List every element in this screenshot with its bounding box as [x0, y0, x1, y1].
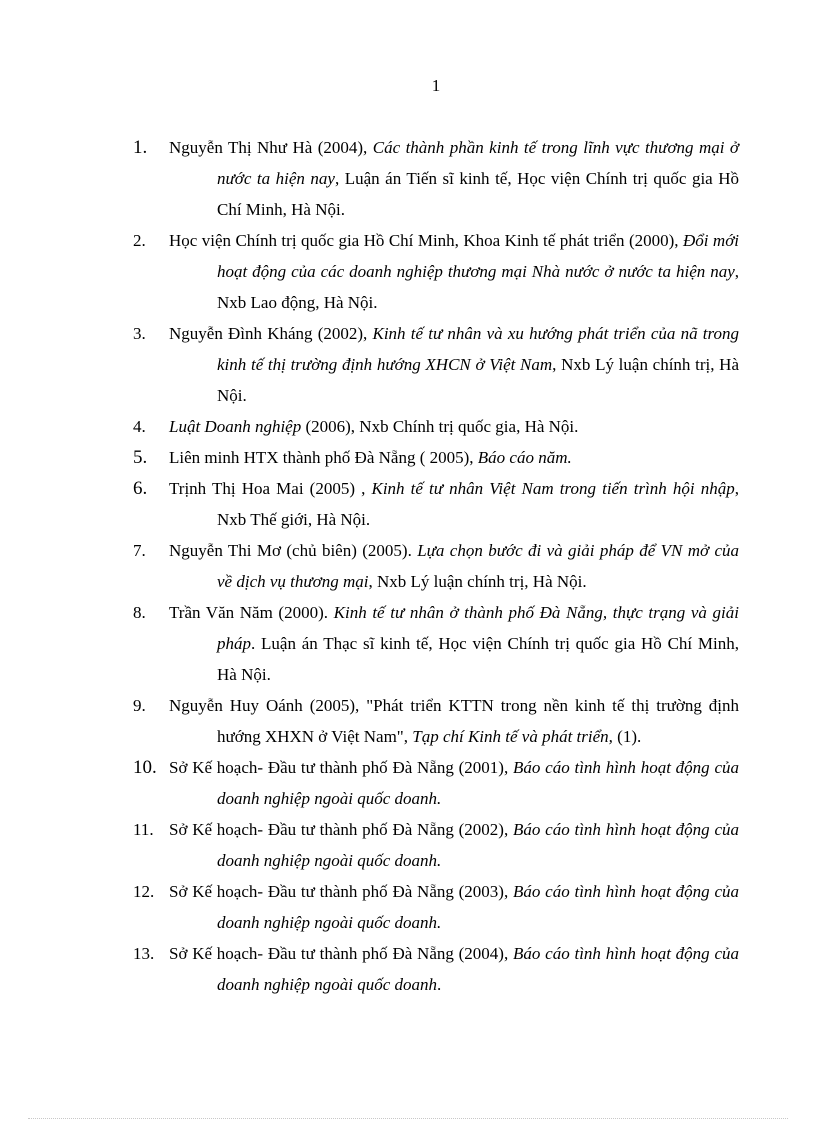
- reference-item: [133, 411, 739, 442]
- reference-text: [169, 138, 739, 219]
- reference-title-italic: Tạp chí Kinh tế và phát triển,: [412, 727, 613, 746]
- reference-item: [133, 876, 739, 938]
- reference-title-italic: Các thành phần kinh tế trong lĩnh vực thương mại ở nước ta hiện nay: [217, 138, 739, 188]
- reference-text-segment: (1).: [612, 727, 642, 746]
- reference-text-segment: Sở Kế hoạch- Đầu tư thành phố Đà Nẵng (2004),: [169, 944, 513, 963]
- reference-title-italic: Báo cáo tình hình hoạt động của doanh nghiệp ngoài quốc doanh.: [217, 820, 740, 870]
- reference-text-segment: Nguyễn Thị Như Hà (2004),: [169, 138, 373, 157]
- reference-item: [133, 690, 739, 752]
- reference-text-segment: Trịnh Thị Hoa Mai (2005) ,: [169, 479, 372, 498]
- reference-text-segment: Sở Kế hoạch- Đầu tư thành phố Đà Nẵng (2001),: [169, 758, 513, 777]
- reference-text-segment: Học viện Chính trị quốc gia Hồ Chí Minh, Khoa Kinh tế phát triển (2000),: [169, 231, 683, 250]
- reference-number: 12.: [133, 882, 155, 901]
- reference-title-italic: Báo cáo tình hình hoạt động của doanh nghiệp ngoài quốc doanh: [217, 944, 740, 994]
- reference-title-italic: Luật Doanh nghiệp: [169, 417, 302, 436]
- reference-title-italic: Đổi mới hoạt động của các doanh nghiệp thương mại Nhà nước ở nước ta hiện nay: [217, 231, 739, 281]
- reference-text: [169, 820, 739, 870]
- reference-text-segment: Nguyễn Thi Mơ (chủ biên) (2005).: [169, 541, 418, 560]
- reference-text: [169, 882, 739, 932]
- reference-title-italic: Báo cáo năm.: [477, 448, 572, 467]
- reference-text: [169, 448, 572, 467]
- reference-title-italic: Báo cáo tình hình hoạt động của doanh nghiệp ngoài quốc doanh.: [217, 882, 740, 932]
- reference-list: [133, 132, 739, 1000]
- reference-text-segment: Liên minh HTX thành phố Đà Nẵng ( 2005),: [169, 448, 478, 467]
- reference-text-segment: Nguyễn Huy Oánh (2005), "Phát triển KTTN trong nền kinh tế thị trường định hướng XHXN ở Việt Nam",: [169, 696, 739, 746]
- page-number: 1: [431, 76, 441, 95]
- reference-title-italic: Báo cáo tình hình hoạt động của doanh nghiệp ngoài quốc doanh.: [217, 758, 740, 808]
- reference-number: 10.: [133, 757, 157, 778]
- reference-item: [133, 814, 739, 876]
- reference-text-segment: , Nxb Thế giới, Hà Nội.: [217, 479, 739, 529]
- reference-item: [133, 938, 739, 1000]
- reference-number: 3.: [133, 324, 146, 343]
- reference-number: 4.: [133, 417, 146, 436]
- reference-text-segment: Sở Kế hoạch- Đầu tư thành phố Đà Nẵng (2002),: [169, 820, 513, 839]
- reference-text-segment: Sở Kế hoạch- Đầu tư thành phố Đà Nẵng (2003),: [169, 882, 513, 901]
- reference-number: 13.: [133, 944, 155, 963]
- reference-text: [169, 541, 739, 591]
- reference-text: [169, 944, 739, 994]
- reference-number: 11.: [133, 820, 154, 839]
- reference-item: [133, 752, 739, 814]
- reference-text: [169, 758, 739, 808]
- reference-text: [169, 417, 578, 436]
- reference-text-segment: , Nxb Lý luận chính trị, Hà Nội.: [368, 572, 587, 591]
- reference-title-italic: Lựa chọn bước đi và giải pháp để VN mở của về dịch vụ thương mại: [217, 541, 740, 591]
- reference-number: 6.: [133, 478, 148, 499]
- reference-text: [169, 603, 739, 684]
- reference-number: 8.: [133, 603, 146, 622]
- reference-text-segment: , Nxb Lý luận chính trị, Hà Nội.: [217, 355, 739, 405]
- reference-text-segment: (2006), Nxb Chính trị quốc gia, Hà Nội.: [301, 417, 579, 436]
- reference-item: [133, 473, 739, 535]
- reference-item: [133, 225, 739, 318]
- reference-item: [133, 132, 739, 225]
- reference-text-segment: , Luận án Tiến sĩ kinh tế, Học viện Chính trị quốc gia Hồ Chí Minh, Hà Nội.: [217, 169, 740, 219]
- reference-number: 9.: [133, 696, 146, 715]
- reference-text: [169, 479, 739, 529]
- reference-number: 5.: [133, 447, 148, 468]
- reference-title-italic: Kinh tế tư nhân ở thành phố Đà Nẵng, thực trạng và giải pháp: [217, 603, 739, 653]
- reference-text-segment: . Luận án Thạc sĩ kinh tế, Học viện Chính trị quốc gia Hồ Chí Minh, Hà Nội.: [217, 634, 739, 684]
- reference-text-segment: , Nxb Lao động, Hà Nội.: [217, 262, 739, 312]
- reference-item: [133, 535, 739, 597]
- reference-text-segment: Trần Văn Năm (2000).: [169, 603, 334, 622]
- reference-text-segment: Nguyễn Đình Kháng (2002),: [169, 324, 373, 343]
- reference-title-italic: Kinh tế tư nhân và xu hướng phát triển của nã trong kinh tế thị trường định hướng XHCN ở Việt Nam: [217, 324, 739, 374]
- reference-item: [133, 442, 739, 473]
- reference-number: 1.: [133, 137, 148, 158]
- reference-number: 7.: [133, 541, 146, 560]
- reference-number: 2.: [133, 231, 146, 250]
- reference-item: [133, 597, 739, 690]
- reference-title-italic: Kinh tế tư nhân Việt Nam trong tiến trình hội nhập: [371, 479, 735, 498]
- reference-item: [133, 318, 739, 411]
- reference-text-segment: .: [437, 975, 442, 994]
- reference-text: [169, 324, 739, 405]
- reference-text: [169, 231, 739, 312]
- page-bottom-divider: [28, 1118, 788, 1119]
- reference-text: [169, 696, 739, 746]
